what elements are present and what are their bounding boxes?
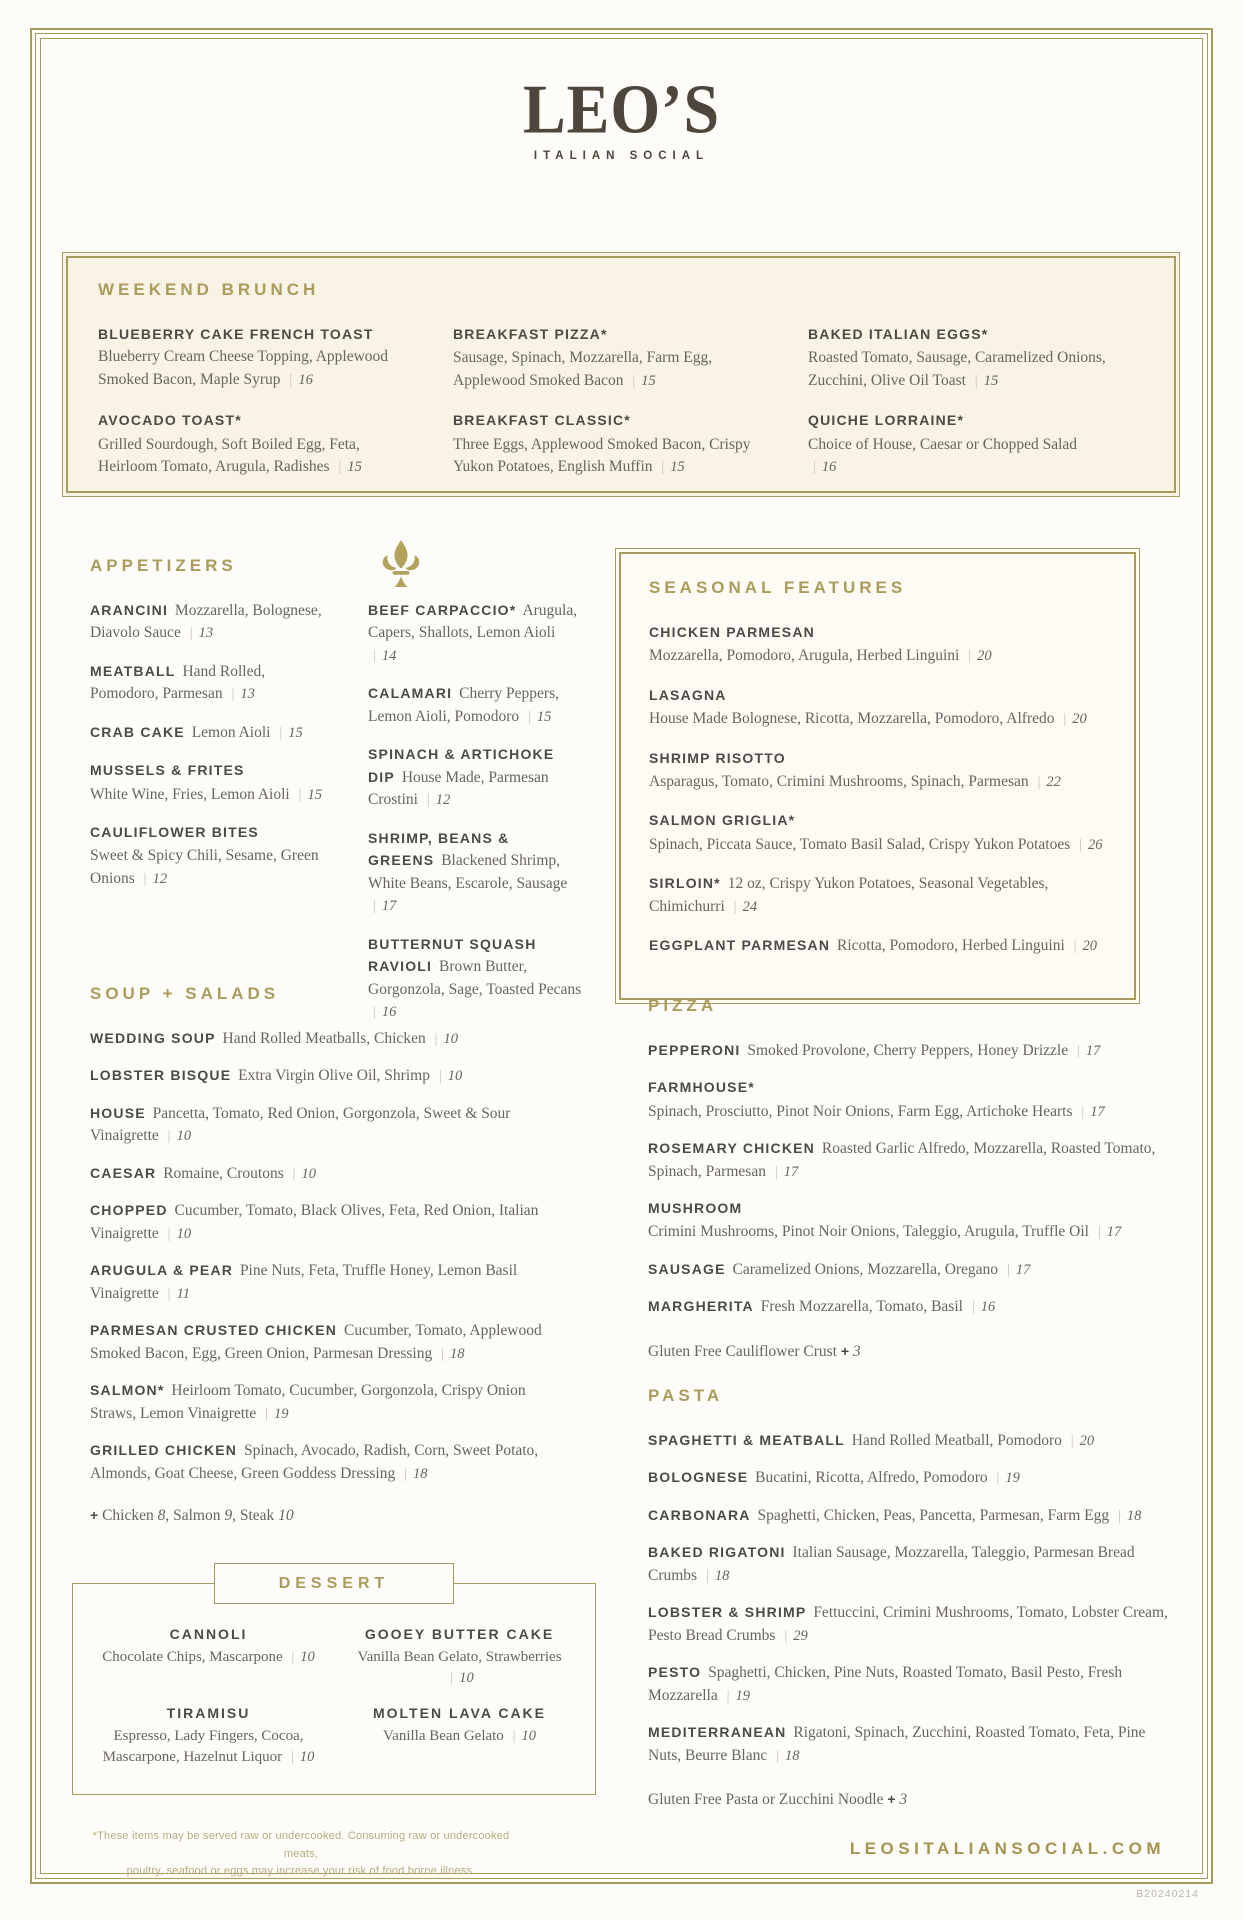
item-price: | 19 [260,1406,288,1422]
item-description: Crimini Mushrooms, Pinot Noir Onions, Taleggio, Arugula, Truffle Oil [648,1223,1089,1241]
menu-item [649,873,1106,918]
appetizers-column-2 [368,600,583,1040]
addon-option [102,1507,173,1524]
item-description: Asparagus, Tomato, Crimini Mushrooms, Spinach, Parmesan [649,772,1029,790]
item-price: | 16 [284,372,312,388]
item-price: | 10 [163,1226,191,1242]
item-price: | 15 [333,459,361,475]
item-price: | 18 [399,1466,427,1482]
pizza-section [648,996,1168,1376]
item-description: White Wine, Fries, Lemon Aioli [90,785,290,803]
item-name: BUTTERNUT SQUASH RAVIOLI [368,935,537,975]
weekend-brunch-box [66,256,1176,493]
menu-item [649,622,1106,668]
item-description: Italian Sausage, Mozzarella, Taleggio, Parmesan Bread Crumbs [648,1544,1135,1584]
addon-label: Chicken [102,1507,154,1525]
item-description: Romaine, Croutons [163,1164,284,1182]
item-description: Spinach, Avocado, Radish, Corn, Sweet Potato, Almonds, Goat Cheese, Green Goddess Dressing [90,1442,539,1482]
item-description: Pine Nuts, Feta, Truffle Honey, Lemon Basil Vinaigrette [90,1262,518,1302]
menu-item [83,1626,334,1689]
menu-item [648,1296,1168,1318]
note-price: 3 [899,1791,908,1809]
item-description: Cherry Peppers, Lemon Aioli, Pomodoro [368,685,560,725]
item-description: Arugula, Capers, Shallots, Lemon Aioli [368,602,578,642]
item-name: SPAGHETTI & MEATBALL [648,1432,845,1448]
menu-item [90,600,330,645]
disclaimer-line-1: *These items may be served raw or undercooked. Consuming raw or undercooked meats, [92,1830,510,1860]
menu-item [90,1065,550,1087]
item-name: MOLTEN LAVA CAKE [372,1705,547,1721]
section-title-pasta: PASTA [648,1386,724,1405]
item-description: Pancetta, Tomato, Red Onion, Gorgonzola, Sweet & Sour Vinaigrette [90,1104,511,1145]
addon-option [173,1507,240,1524]
item-description: Spaghetti, Chicken, Pine Nuts, Roasted Tomato, Basil Pesto, Fresh Mozzarella [648,1664,1123,1704]
item-name: MEATBALL [90,662,176,679]
menu-item [90,1163,550,1185]
appetizers-column-1 [90,600,330,1040]
item-description: Grilled Sourdough, Soft Boiled Egg, Feta, Heirloom Tomato, Arugula, Radishes [98,435,360,475]
addon-price: 8 [157,1507,166,1525]
menu-item [648,1505,1168,1527]
item-name: MARGHERITA [648,1298,754,1315]
item-description-line [83,1726,334,1768]
menu-item [453,410,753,478]
item-price: | 16 [967,1299,995,1315]
logo-subtitle: ITALIAN SOCIAL [533,150,710,162]
item-description: Ricotta, Pomodoro, Herbed Linguini [837,937,1065,954]
menu-item [90,822,330,890]
item-name: ROSEMARY CHICKEN [648,1140,815,1157]
item-name: QUICHE LORRAINE* [808,412,965,429]
item-description: Hand Rolled Meatball, Pomodoro [851,1432,1062,1449]
website-url: LEOSITALIANSOCIAL.COM [849,1839,1165,1858]
item-description: 12 oz, Crispy Yukon Potatoes, Seasonal Vegetables, Chimichurri [649,875,1049,915]
item-name: BEEF CARPACCIO* [368,602,517,618]
menu-item [368,683,583,728]
item-price: | 10 [163,1128,191,1144]
item-price: | 15 [294,787,322,803]
item-price: | 18 [771,1748,799,1764]
item-name: BREAKFAST PIZZA* [453,326,608,342]
menu-item [648,1198,1168,1244]
item-name: SAUSAGE [648,1260,726,1277]
menu-item [90,1200,550,1245]
menu-item [98,410,398,478]
menu-item [368,828,583,918]
item-price: | 10 [288,1166,316,1182]
weekend-brunch-section [62,252,1180,497]
menu-item [648,1602,1168,1647]
menu-item [90,1103,550,1148]
menu-item [90,1440,550,1485]
raw-food-disclaimer [85,1828,517,1881]
section-title-pizza: PIZZA [648,996,718,1015]
item-price: | 17 [1002,1262,1030,1278]
addon-label: Salmon [173,1507,221,1525]
appetizers-grid [90,600,582,1040]
item-price: | 13 [226,686,254,702]
item-price: | 29 [779,1628,807,1644]
item-name: LOBSTER & SHRIMP [648,1604,807,1621]
menu-item [90,1320,550,1365]
item-description: House Made, Parmesan Crostini [368,768,549,809]
item-name: BLUEBERRY CAKE FRENCH TOAST [98,326,374,342]
item-price: | 17 [770,1164,798,1180]
menu-item [649,748,1106,794]
item-description: Lemon Aioli [191,723,271,741]
item-price: | 10 [286,1749,314,1765]
item-name: BAKED ITALIAN EGGS* [808,326,989,342]
item-price: | 15 [656,459,684,475]
item-description: Spinach, Prosciutto, Pinot Noir Onions, Farm Egg, Artichoke Hearts [648,1102,1073,1120]
item-name: FARMHOUSE* [648,1079,755,1096]
menu-item [648,1259,1168,1281]
gluten-free-pasta-note [648,1791,1168,1809]
menu-item [648,1662,1168,1707]
menu-item [649,810,1106,856]
item-name: CHOPPED [90,1202,168,1219]
addon-label: Steak [239,1507,275,1525]
item-name: CANNOLI [169,1626,248,1642]
section-title-soup-salads: SOUP + SALADS [90,984,280,1003]
soup-salads-section [90,984,550,1541]
item-price: | 17 [1072,1043,1100,1059]
item-description: Fresh Mozzarella, Tomato, Basil [760,1298,963,1316]
item-name: PARMESAN CRUSTED CHICKEN [90,1322,338,1339]
section-title-appetizers: APPETIZERS [90,556,237,575]
item-description: Heirloom Tomato, Cucumber, Gorgonzola, Crispy Onion Straws, Lemon Vinaigrette [90,1382,526,1422]
item-description: Cucumber, Tomato, Applewood Smoked Bacon, Egg, Green Onion, Parmesan Dressing [90,1322,542,1362]
item-price: | 13 [185,625,213,641]
item-price: | 12 [422,792,450,808]
seasonal-features-section [615,548,1140,1004]
item-description: Chocolate Chips, Mascarpone [102,1649,283,1665]
item-description: Mozzarella, Pomodoro, Arugula, Herbed Linguini [649,647,960,665]
menu-item [90,1260,550,1305]
dessert-section [72,1574,596,1795]
item-description: Hand Rolled, Pomodoro, Parmesan [90,662,266,703]
item-price: | 20 [963,648,991,664]
item-name: SALMON GRIGLIA* [649,812,796,829]
item-name: SPINACH & ARTICHOKE DIP [368,746,555,785]
dessert-items-grid [73,1584,595,1768]
item-price: | 10 [445,1670,473,1686]
appetizers-section [90,556,582,1040]
item-price: | 20 [1069,938,1097,954]
item-description: Bucatini, Ricotta, Alfredo, Pomodoro [755,1469,988,1487]
item-description: Sausage, Spinach, Mozzarella, Farm Egg, Applewood Smoked Bacon [453,349,713,389]
item-name: PEPPERONI [648,1042,741,1058]
item-description-line [334,1647,585,1689]
menu-item [90,661,330,706]
item-description: House Made Bolognese, Ricotta, Mozzarella, Pomodoro, Alfredo [649,710,1055,728]
item-price: | 11 [163,1286,190,1302]
item-description: Rigatoni, Spinach, Zucchini, Roasted Tomato, Feta, Pine Nuts, Beurre Blanc [648,1724,1146,1764]
menu-item [649,935,1106,957]
item-description: Espresso, Lady Fingers, Cocoa, Mascarpone, Hazelnut Liquor [102,1728,304,1765]
menu-item [648,1077,1168,1123]
item-price: | 15 [523,709,551,725]
item-name: LOBSTER BISQUE [90,1067,232,1084]
item-name: EGGPLANT PARMESAN [649,937,831,953]
menu-item [90,1380,550,1425]
item-name: CALAMARI [368,685,453,702]
item-price: | 15 [627,373,655,389]
menu-item [808,324,1108,392]
item-name: CAESAR [90,1164,157,1181]
item-price: | 24 [729,899,757,915]
item-name: GRILLED CHICKEN [90,1442,238,1459]
item-name: LASAGNA [649,686,727,703]
item-description: Sweet & Spicy Chili, Sesame, Green Onions [90,847,319,887]
item-name: ARANCINI [90,602,169,618]
section-title-seasonal-features: SEASONAL FEATURES [649,578,907,597]
plus-sign: + [90,1507,99,1524]
item-description: Roasted Garlic Alfredo, Mozzarella, Roasted Tomato, Spinach, Parmesan [648,1140,1156,1180]
item-price: | 17 [1093,1224,1121,1240]
item-description: Blueberry Cream Cheese Topping, Applewood Smoked Bacon, Maple Syrup [98,348,389,388]
menu-item [649,685,1106,731]
item-name: BAKED RIGATONI [648,1544,786,1561]
menu-item [98,324,398,392]
section-title-weekend-brunch: WEEKEND BRUNCH [98,280,320,299]
restaurant-logo [0,69,1243,162]
item-price: | 26 [1074,837,1102,853]
item-name: CAULIFLOWER BITES [90,824,259,841]
item-price: | 17 [368,898,396,914]
item-name: MUSHROOM [648,1200,743,1217]
item-name: PESTO [648,1664,702,1681]
menu-item [648,1138,1168,1183]
item-description-line [83,1647,334,1668]
item-price: | 10 [286,1649,314,1665]
item-description: Vanilla Bean Gelato, Strawberries [357,1649,562,1665]
item-price: | 10 [434,1068,462,1084]
menu-item [334,1626,585,1689]
menu-version-code: B20240214 [1136,1888,1199,1900]
item-description: Cucumber, Tomato, Black Olives, Feta, Red Onion, Italian Vinaigrette [90,1202,539,1242]
item-description: Blackened Shrimp, White Beans, Escarole, Sausage [368,852,568,892]
item-name: SIRLOIN* [649,875,721,892]
item-description: Choice of House, Caesar or Chopped Salad [808,435,1078,453]
menu-item [334,1705,585,1768]
item-name: MUSSELS & FRITES [90,762,245,779]
item-name: SALMON* [90,1382,165,1399]
item-description: Hand Rolled Meatballs, Chicken [222,1030,426,1047]
logo-wordmark: LEO’S [522,69,721,148]
item-price: | 20 [1066,1433,1094,1449]
item-description-line [334,1726,585,1747]
item-price: | 18 [436,1346,464,1362]
menu-item [90,722,330,744]
item-description: Caramelized Onions, Mozzarella, Oregano [732,1260,999,1278]
item-name: AVOCADO TOAST* [98,412,242,429]
item-description: Extra Virgin Olive Oil, Shrimp [238,1067,430,1085]
addon-price: 9 [224,1507,233,1525]
pasta-section [648,1386,1168,1825]
menu-item [90,760,330,806]
item-description: Brown Butter, Gorgonzola, Sage, Toasted Pecans [368,958,582,998]
item-name: CRAB CAKE [90,723,185,740]
item-description: Spinach, Piccata Sauce, Tomato Basil Salad, Crispy Yukon Potatoes [649,835,1071,853]
menu-item [648,1430,1168,1452]
item-description: Spaghetti, Chicken, Peas, Pancetta, Parmesan, Farm Egg [757,1506,1110,1524]
item-name: BREAKFAST CLASSIC* [453,412,631,429]
item-price: | 15 [970,373,998,389]
plus-sign: + [840,1342,850,1359]
item-name: SHRIMP, BEANS & GREENS [368,829,510,869]
item-name: GOOEY BUTTER CAKE [364,1626,555,1642]
menu-item [368,744,583,811]
plus-sign: + [887,1791,896,1808]
item-description: Three Eggs, Applewood Smoked Bacon, Crispy Yukon Potatoes, English Muffin [453,435,751,475]
item-price: | 18 [701,1568,729,1584]
item-name: CARBONARA [648,1506,751,1523]
brunch-items-grid [98,324,1144,478]
menu-item [648,1722,1168,1767]
note-label: Gluten Free Pasta or Zucchini Noodle [648,1791,884,1809]
item-name: MEDITERRANEAN [648,1724,787,1741]
item-name: TIRAMISU [166,1705,251,1721]
item-name: BOLOGNESE [648,1469,749,1486]
item-price: | 15 [274,725,302,741]
item-price: | 16 [368,1004,396,1020]
item-name: ARUGULA & PEAR [90,1262,234,1279]
item-description: Mozzarella, Bolognese, Diavolo Sauce [90,602,322,642]
item-name: WEDDING SOUP [90,1030,216,1046]
disclaimer-line-2: poultry, seafood or eggs may increase your risk of food borne illness. [126,1865,476,1878]
item-name: SHRIMP RISOTTO [649,749,786,766]
menu-item [90,1028,550,1050]
addon-price: 10 [278,1507,294,1525]
item-price: | 10 [508,1728,536,1744]
item-price: | 10 [430,1031,458,1047]
item-name: CHICKEN PARMESAN [649,624,815,640]
item-price: | 14 [368,648,396,664]
menu-item [648,1467,1168,1489]
gluten-free-crust-note [648,1343,1168,1361]
item-description: Vanilla Bean Gelato [383,1728,504,1744]
item-price: | 12 [139,871,167,887]
item-description: Smoked Provolone, Cherry Peppers, Honey Drizzle [747,1042,1069,1059]
seasonal-features-box [619,552,1136,1000]
menu-item [453,324,753,392]
note-label: Gluten Free Cauliflower Crust [648,1342,837,1360]
menu-item [368,600,583,667]
protein-addons-note [90,1507,550,1525]
item-price: | 19 [722,1688,750,1704]
menu-item [648,1040,1168,1062]
section-title-dessert: DESSERT [278,1574,390,1592]
addon-option [240,1507,294,1524]
menu-item [83,1705,334,1768]
item-price: | 22 [1033,774,1061,790]
item-description: Roasted Tomato, Sausage, Caramelized Onions, Zucchini, Olive Oil Toast [808,349,1106,389]
item-price: | 18 [1113,1508,1141,1524]
item-price: | 19 [992,1470,1020,1486]
menu-item [808,410,1108,478]
note-price: 3 [852,1342,861,1360]
item-price: | 17 [1076,1104,1104,1120]
item-price: | 20 [1058,711,1086,727]
item-description: Fettuccini, Crimini Mushrooms, Tomato, Lobster Cream, Pesto Bread Crumbs [648,1604,1168,1644]
item-price: | 16 [808,459,836,475]
dessert-title-tab [214,1563,454,1604]
menu-item [648,1542,1168,1587]
item-name: HOUSE [90,1104,146,1121]
